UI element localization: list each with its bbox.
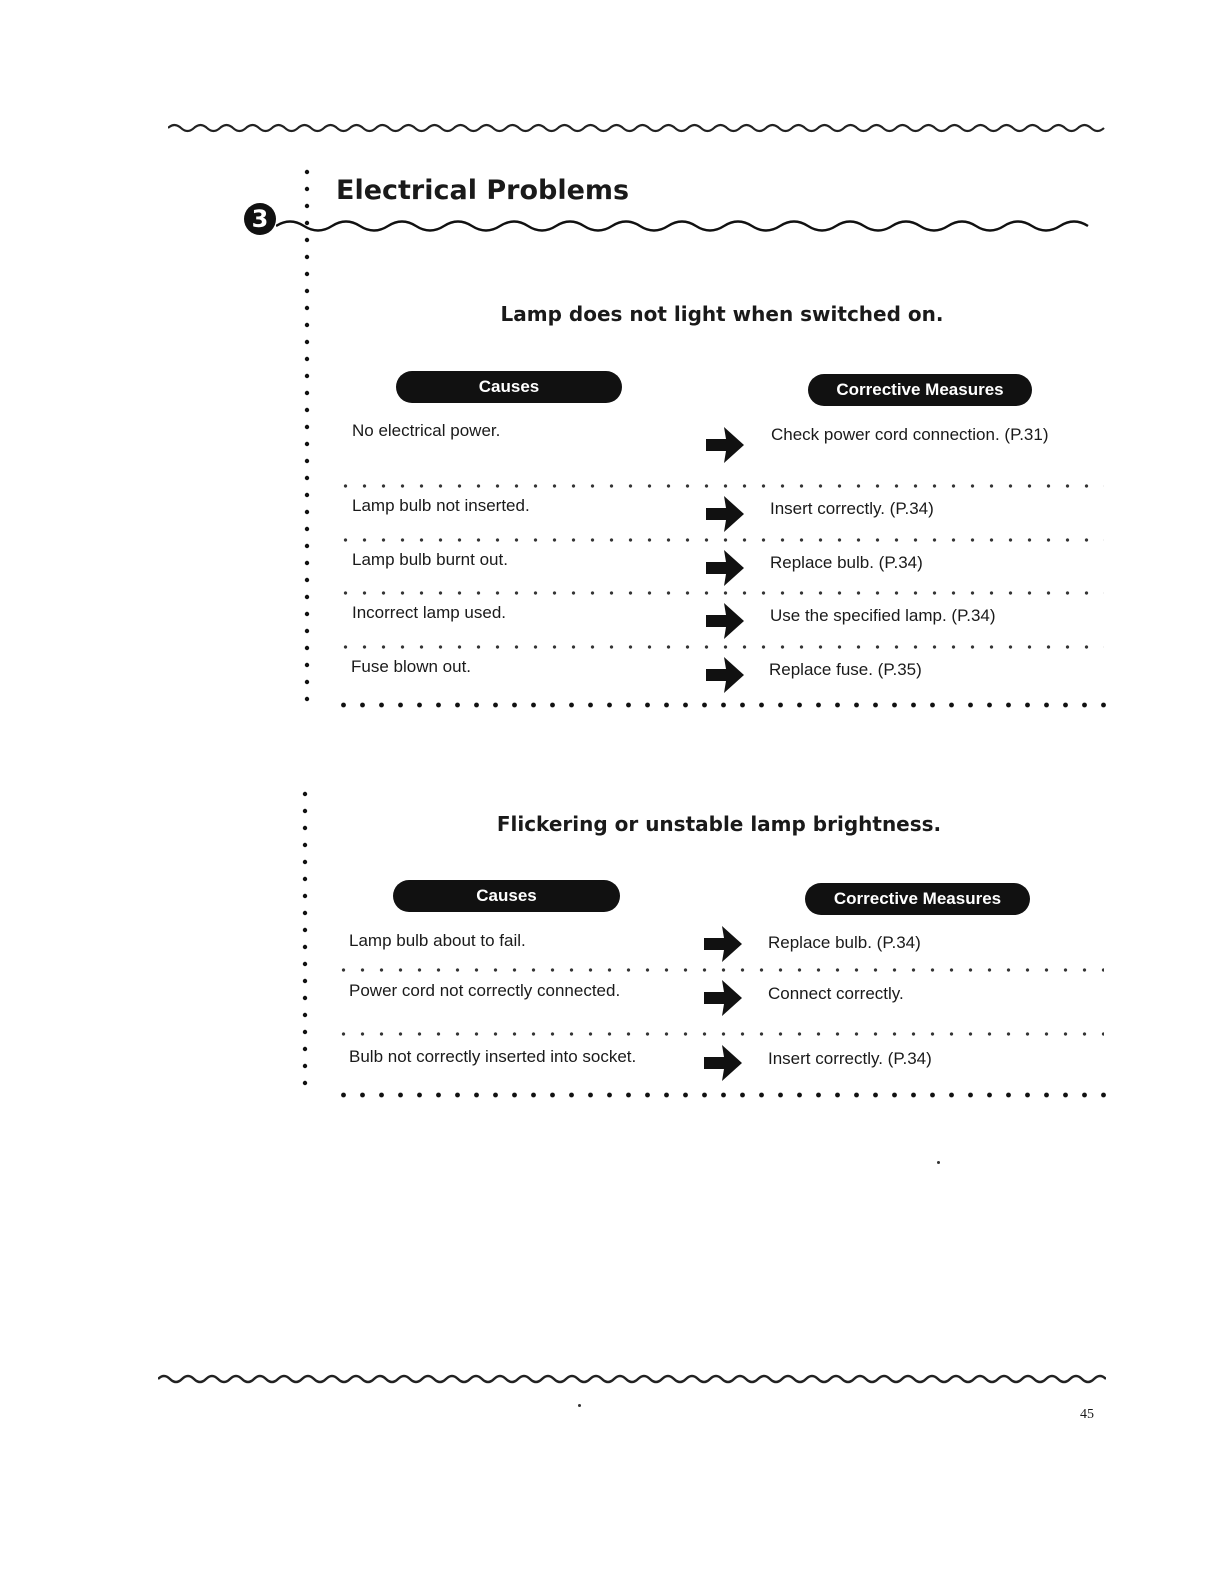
cause-text: Bulb not correctly inserted into socket. bbox=[349, 1047, 637, 1066]
left-dotted-margin-lower bbox=[298, 790, 312, 1090]
measure-text: Check power cord connection. (P.31) bbox=[771, 425, 1049, 444]
scan-speck bbox=[937, 1161, 940, 1164]
causes-header: Causes bbox=[396, 371, 622, 403]
block-end-separator bbox=[334, 702, 1106, 708]
corrective-measures-header: Corrective Measures bbox=[805, 883, 1030, 915]
left-dotted-margin-upper bbox=[300, 168, 314, 708]
arrow-right-icon bbox=[704, 546, 746, 588]
title-wavy-underline bbox=[276, 212, 1102, 240]
row-separator bbox=[336, 590, 1104, 596]
measure-text: Use the specified lamp. (P.34) bbox=[770, 606, 996, 625]
section-title: Electrical Problems bbox=[336, 175, 630, 206]
measure-text: Replace bulb. (P.34) bbox=[768, 933, 921, 952]
measure-text: Replace fuse. (P.35) bbox=[769, 660, 922, 679]
section-number-badge: 3 bbox=[244, 203, 276, 235]
corrective-measures-header: Corrective Measures bbox=[808, 374, 1032, 406]
row-separator bbox=[336, 644, 1104, 650]
measure-text: Replace bulb. (P.34) bbox=[770, 553, 923, 572]
cause-text: Power cord not correctly connected. bbox=[349, 981, 621, 1000]
measure-text: Insert correctly. (P.34) bbox=[770, 499, 934, 518]
row-separator bbox=[336, 537, 1104, 543]
top-wavy-rule bbox=[168, 118, 1110, 138]
cause-text: Incorrect lamp used. bbox=[352, 603, 507, 622]
scan-speck bbox=[578, 1404, 581, 1407]
cause-text: Lamp bulb burnt out. bbox=[352, 550, 508, 569]
cause-text: Fuse blown out. bbox=[351, 657, 472, 676]
row-separator bbox=[334, 967, 1104, 973]
arrow-right-icon bbox=[704, 492, 746, 534]
page-number: 45 bbox=[1080, 1407, 1094, 1422]
arrow-right-icon bbox=[704, 653, 746, 695]
arrow-right-icon bbox=[702, 976, 744, 1018]
cause-text: No electrical power. bbox=[352, 421, 501, 440]
measure-text: Insert correctly. (P.34) bbox=[768, 1049, 932, 1068]
block-title: Lamp does not light when switched on. bbox=[500, 302, 944, 326]
arrow-right-icon bbox=[702, 922, 744, 964]
measure-text: Connect correctly. bbox=[768, 984, 904, 1003]
block-title: Flickering or unstable lamp brightness. bbox=[496, 812, 942, 836]
causes-header: Causes bbox=[393, 880, 620, 912]
block-end-separator bbox=[334, 1092, 1106, 1098]
arrow-right-icon bbox=[702, 1041, 744, 1083]
cause-text: Lamp bulb not inserted. bbox=[352, 496, 530, 515]
arrow-right-icon bbox=[704, 599, 746, 641]
row-separator bbox=[336, 483, 1104, 489]
arrow-right-icon bbox=[704, 423, 746, 465]
cause-text: Lamp bulb about to fail. bbox=[349, 931, 526, 950]
row-separator bbox=[334, 1031, 1104, 1037]
bottom-wavy-rule bbox=[158, 1370, 1106, 1388]
